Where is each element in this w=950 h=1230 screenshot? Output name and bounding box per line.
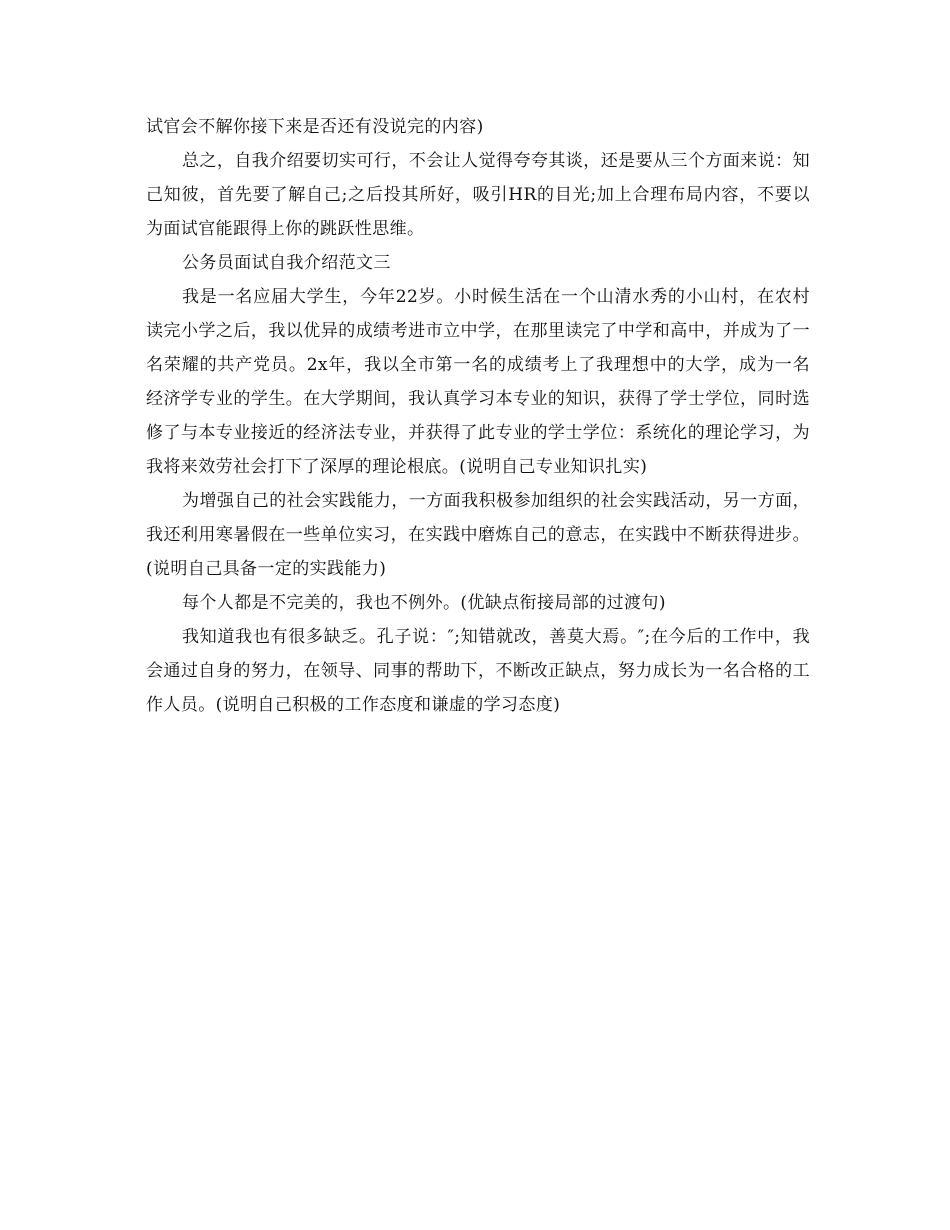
paragraph-continuation: 试官会不解你接下来是否还有没说完的内容) <box>146 117 484 137</box>
paragraph-practice: 为增强自己的社会实践能力，一方面我积极参加组织的社会实践活动，另一方面，我还利用寒暑假在一些单位实习，在实践中磨炼自己的意志，在实践中不断获得进步。(说明自己具备一定的实践能力) <box>146 491 810 579</box>
document-page <box>146 110 810 722</box>
paragraph-summary: 总之，自我介绍要切实可行，不会让人觉得夸夸其谈，还是要从三个方面来说：知己知彼，首先要了解自己;之后投其所好，吸引HR的目光;加上合理布局内容，不要以为面试官能跟得上你的跳跃性思维。 <box>146 151 810 239</box>
paragraph-background: 我是一名应届大学生，今年22岁。小时候生活在一个山清水秀的小山村，在农村读完小学之后，我以优异的成绩考进市立中学，在那里读完了中学和高中，并成为了一名荣耀的共产党员。2x年，我以全市第一名的成绩考上了我理想中的大学，成为一名经济学专业的学生。在大学期间，我认真学习本专业的知识，获得了学士学位，同时选修了与本专业接近的经济法专业，并获得了此专业的学士学位：系统化的理论学习，为我将来效劳社会打下了深厚的理论根底。(说明自己专业知识扎实) <box>146 287 810 477</box>
section-heading: 公务员面试自我介绍范文三 <box>182 253 391 273</box>
paragraph-transition: 每个人都是不完美的，我也不例外。(优缺点衔接局部的过渡句) <box>182 593 666 613</box>
paragraph-weakness: 我知道我也有很多缺乏。孔子说：″;知错就改，善莫大焉。″;在今后的工作中，我会通过自身的努力，在领导、同事的帮助下，不断改正缺点，努力成长为一名合格的工作人员。(说明自己积极的工作态度和谦虚的学习态度) <box>146 627 810 715</box>
